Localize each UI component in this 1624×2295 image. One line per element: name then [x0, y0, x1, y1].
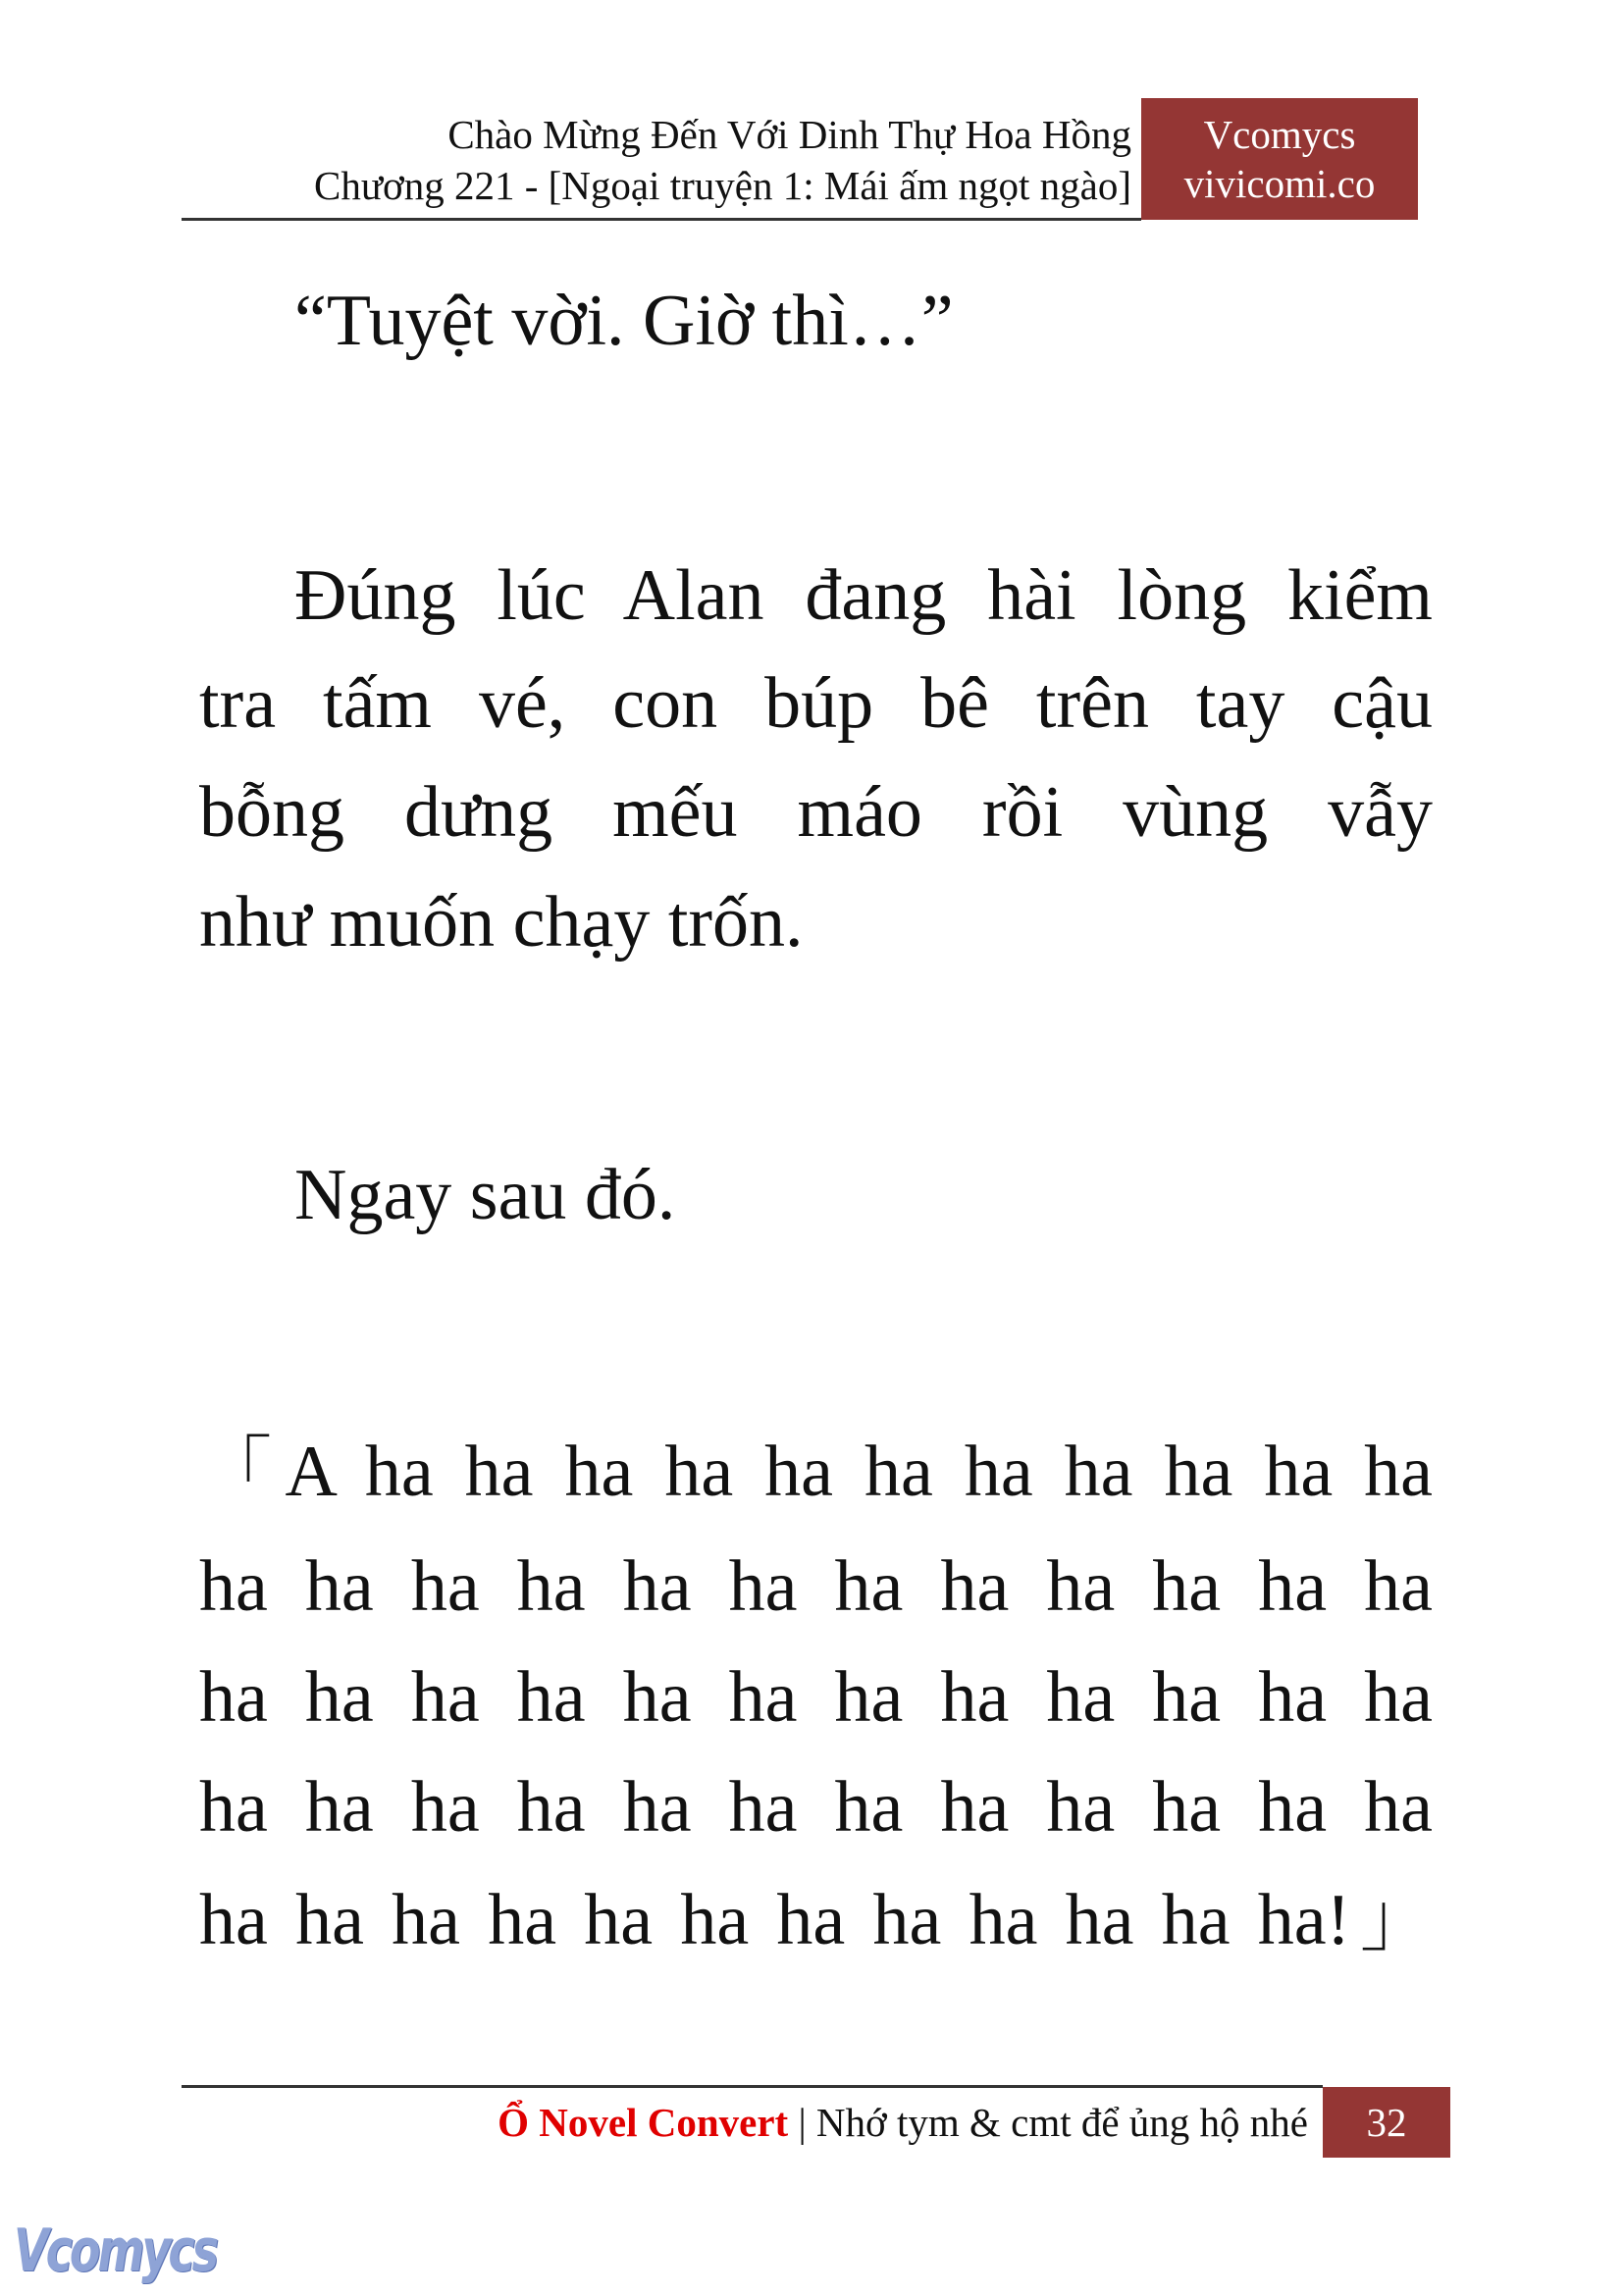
paragraph-line: ha ha ha ha ha ha ha ha ha ha ha ha: [199, 1546, 1433, 1627]
vcomycs-logo: Vcomycs: [14, 2216, 217, 2285]
header-divider: [182, 218, 1141, 221]
footer-text: [498, 2098, 1308, 2147]
header-badge: [1141, 98, 1418, 220]
footer-divider: [182, 2085, 1323, 2088]
book-title: Chào Mừng Đến Với Dinh Thự Hoa Hồng: [447, 112, 1131, 157]
paragraph-line: Ngay sau đó.: [294, 1155, 676, 1235]
paragraph-line: bỗng dưng mếu máo rồi vùng vẫy: [199, 772, 1433, 853]
paragraph-line: Đúng lúc Alan đang hài lòng kiểm: [294, 555, 1433, 636]
paragraph-line: “Tuyệt vời. Giờ thì…”: [294, 281, 954, 361]
badge-site-name: Vcomycs: [1203, 112, 1356, 157]
paragraph-line: như muốn chạy trốn.: [199, 882, 804, 963]
page-number: 32: [1323, 2087, 1450, 2158]
paragraph-line: ha ha ha ha ha ha ha ha ha ha ha ha: [199, 1767, 1433, 1848]
footer-brand: Ổ Novel Convert: [498, 2100, 789, 2145]
paragraph-line: 「A ha ha ha ha ha ha ha ha ha ha ha: [199, 1432, 1433, 1512]
paragraph-line: tra tấm vé, con búp bê trên tay cậu: [199, 663, 1433, 744]
footer-message: Nhớ tym & cmt để ủng hộ nhé: [815, 2100, 1308, 2145]
badge-site-url: vivicomi.co: [1183, 161, 1376, 206]
chapter-title: Chương 221 - [Ngoại truyện 1: Mái ấm ngọt ngào]: [313, 163, 1131, 208]
footer-separator: |: [798, 2100, 807, 2145]
paragraph-line: ha ha ha ha ha ha ha ha ha ha ha ha: [199, 1657, 1433, 1738]
paragraph-line: ha ha ha ha ha ha ha ha ha ha ha ha!」: [199, 1880, 1433, 1960]
